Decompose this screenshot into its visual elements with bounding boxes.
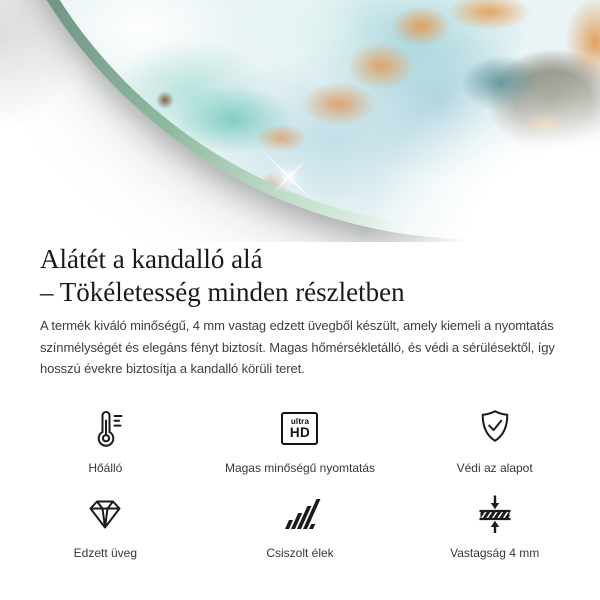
feature-tempered-glass	[8, 491, 203, 560]
thickness-icon	[472, 491, 518, 537]
polished-edges-icon	[277, 491, 323, 537]
product-description: A termék kiváló minőségű, 4 mm vastag edzett üvegből készült, amely kiemeli a nyomtatás színmélységét és elegáns fényt biztosít. Magas hőmérsékletálló, és védi a sérülésektől, így hosszú évekre biztosítja a kandalló körüli teret.	[40, 318, 555, 376]
feature-label: Csiszolt élek	[266, 545, 334, 560]
ultra-hd-icon-top-text: ultra	[290, 416, 310, 426]
feature-label: Edzett üveg	[73, 545, 138, 560]
ultra-hd-icon	[277, 406, 323, 452]
product-image	[0, 0, 600, 242]
ultra-hd-icon-bottom-text: HD	[289, 424, 311, 440]
feature-label: Hőálló	[88, 460, 123, 475]
feature-grid	[8, 406, 592, 560]
feature-label: Vastagság 4 mm	[450, 545, 540, 560]
feature-label: Magas minőségű nyomtatás	[224, 460, 376, 475]
page-title-line-1: Alátét a kandalló alá	[40, 244, 263, 274]
page-title	[40, 242, 560, 309]
page-title-line-2: – Tökéletesség minden részletben	[40, 277, 405, 307]
feature-protects-base	[397, 406, 592, 475]
feature-thickness	[397, 491, 592, 560]
shield-check-icon	[472, 406, 518, 452]
thermometer-icon	[82, 406, 128, 452]
feature-polished-edges	[203, 491, 398, 560]
feature-label: Védi az alapot	[456, 460, 533, 475]
diamond-icon	[82, 491, 128, 537]
feature-high-quality-print	[203, 406, 398, 475]
feature-heat-resistant	[8, 406, 203, 475]
